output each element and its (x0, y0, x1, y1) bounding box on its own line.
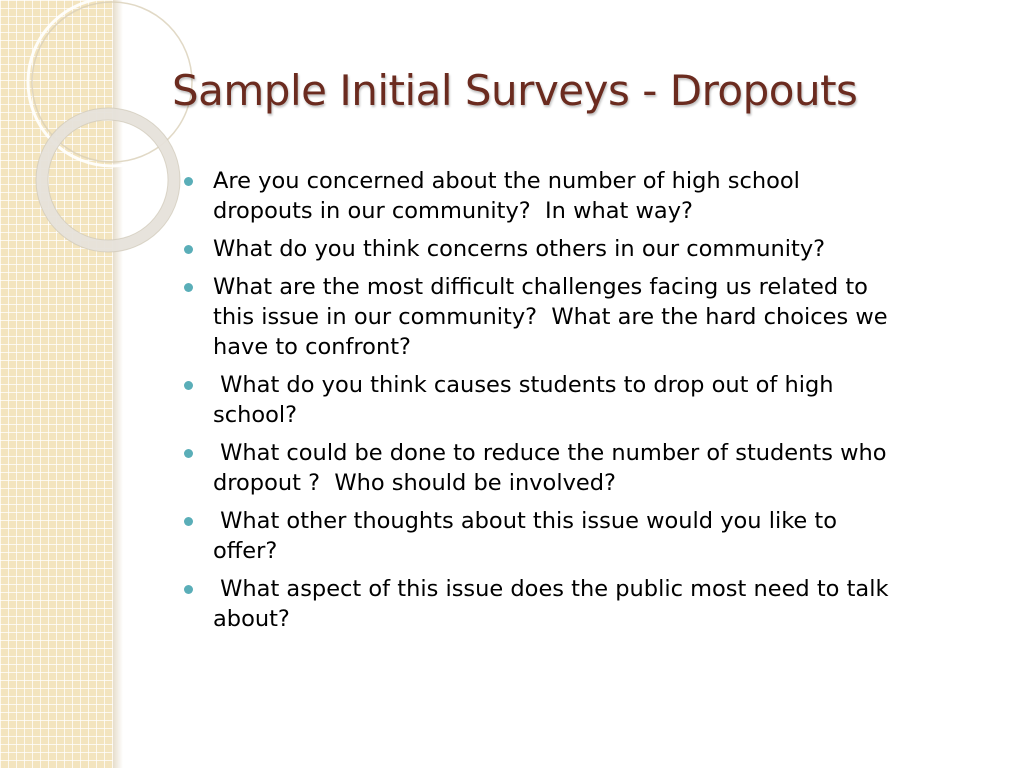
bullet-item (183, 574, 993, 634)
bullet-item (183, 506, 993, 566)
bullet-item (183, 166, 993, 226)
bullet-dot-icon (184, 177, 193, 186)
bullet-text: What other thoughts about this issue would you like to offer? (213, 508, 838, 564)
bullet-dot-icon (184, 517, 193, 526)
bullet-item (183, 370, 993, 430)
bullet-dot-icon (184, 449, 193, 458)
ring-decoration-icon (0, 0, 200, 320)
bullet-item (183, 272, 993, 362)
bullet-dot-icon (184, 283, 193, 292)
bullet-text: What aspect of this issue does the public most need to talk about? (213, 576, 889, 632)
bullet-dot-icon (184, 245, 193, 254)
bullet-text: Are you concerned about the number of high school dropouts in our community? In what way? (213, 168, 800, 224)
bullet-text: What do you think causes students to drop out of high school? (213, 372, 834, 428)
slide-title: Sample Initial Surveys - Dropouts (172, 66, 858, 115)
bullet-dot-icon (184, 381, 193, 390)
bullet-text: What are the most difficult challenges facing us related to this issue in our community? What are the hard choices we have to confront? (213, 274, 888, 360)
bullet-list (183, 166, 993, 642)
bullet-item (183, 234, 993, 264)
bullet-text: What could be done to reduce the number of students who dropout ? Who should be involved? (213, 440, 887, 496)
bullet-item (183, 438, 993, 498)
bullet-dot-icon (184, 585, 193, 594)
bullet-text: What do you think concerns others in our community? (213, 236, 826, 262)
